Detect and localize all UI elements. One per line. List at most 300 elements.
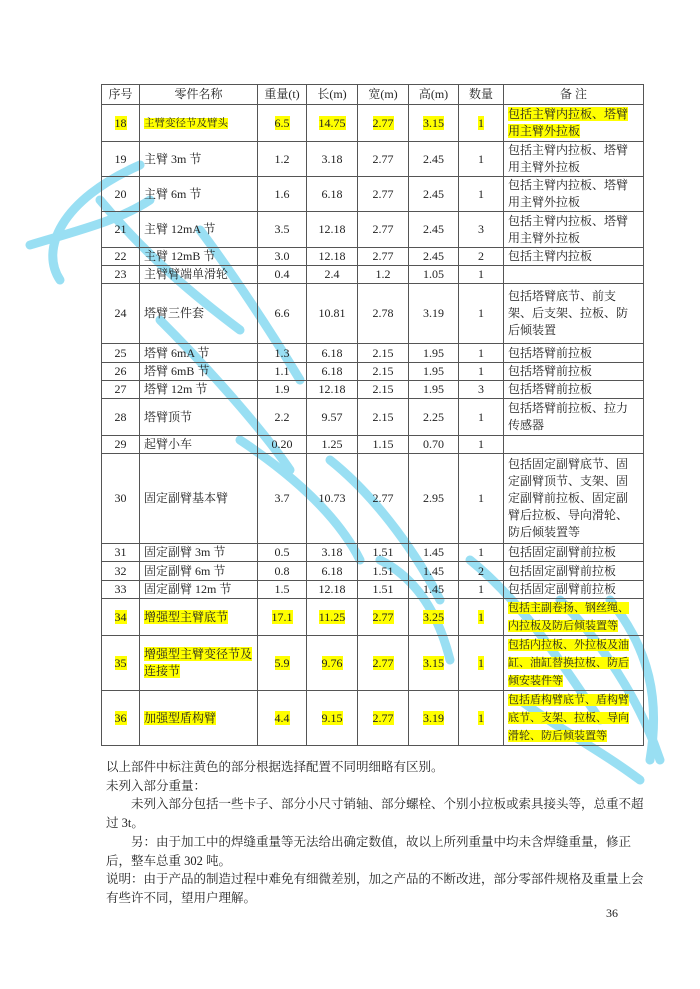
- cell-height: [409, 691, 459, 746]
- cell-width-text: 2.77: [372, 491, 394, 505]
- cell-no-text: 34: [114, 609, 127, 624]
- cell-remark-text: 包括塔臂前拉板: [508, 382, 593, 396]
- cell-width: [358, 381, 409, 399]
- cell-qty-text: 1: [478, 267, 484, 281]
- cell-name-text: 塔臂 6mB 节: [144, 364, 210, 378]
- cell-name: [140, 344, 258, 363]
- cell-remark: [504, 454, 644, 544]
- cell-length: [307, 381, 358, 399]
- cell-name: [140, 266, 258, 284]
- cell-qty-text: 1: [478, 151, 484, 166]
- cell-width: [358, 399, 409, 436]
- cell-height-text: 3.15: [423, 115, 444, 130]
- cell-qty-text: 3: [478, 382, 484, 396]
- cell-name: [140, 212, 258, 248]
- cell-remark-text: 包括塔臂前拉板: [508, 364, 593, 378]
- cell-no-text: 21: [114, 222, 127, 236]
- cell-weight: [258, 544, 307, 562]
- header-length: 长(m): [307, 85, 358, 105]
- cell-length: [307, 436, 358, 454]
- cell-width-text: 2.77: [372, 249, 394, 263]
- cell-length: [307, 363, 358, 381]
- cell-remark-text: 包括固定副臂前拉板: [508, 545, 617, 559]
- cell-width-text: 2.77: [372, 151, 394, 166]
- cell-name: [140, 691, 258, 746]
- cell-no-text: 30: [114, 491, 127, 505]
- cell-width: [358, 581, 409, 599]
- cell-remark-text: 包括固定副臂前拉板: [508, 563, 617, 578]
- header-weight: 重量(t): [258, 85, 307, 105]
- cell-no-text: 18: [114, 115, 127, 130]
- cell-height: [409, 212, 459, 248]
- cell-weight-text: 6.6: [274, 306, 290, 320]
- cell-width-text: 1.51: [372, 582, 394, 596]
- cell-width-text: 1.2: [375, 267, 391, 281]
- cell-name: [140, 248, 258, 266]
- cell-no: [102, 284, 140, 344]
- cell-length-text: 11.25: [318, 609, 346, 624]
- cell-length: [307, 691, 358, 746]
- cell-name-text: 塔臂 6mA 节: [144, 345, 210, 360]
- cell-no: [102, 248, 140, 266]
- cell-remark: [504, 562, 644, 581]
- cell-weight: [258, 599, 307, 636]
- cell-no: [102, 266, 140, 284]
- cell-height: [409, 363, 459, 381]
- cell-weight: [258, 691, 307, 746]
- cell-width-text: 1.51: [372, 563, 394, 578]
- cell-weight: [258, 142, 307, 177]
- cell-length-text: 3.18: [321, 545, 343, 559]
- cell-no-text: 26: [114, 364, 127, 378]
- cell-name: [140, 436, 258, 454]
- cell-length: [307, 454, 358, 544]
- cell-width: [358, 691, 409, 746]
- cell-name: [140, 562, 258, 581]
- table-row: [102, 599, 644, 636]
- cell-remark-text: 包括主臂内拉板、塔臂用主臂外拉板: [508, 213, 629, 245]
- cell-length: [307, 581, 358, 599]
- cell-length: [307, 562, 358, 581]
- cell-height-text: 3.19: [423, 710, 444, 725]
- cell-remark: [504, 381, 644, 399]
- cell-weight: [258, 436, 307, 454]
- cell-qty: [459, 284, 504, 344]
- cell-qty: [459, 399, 504, 436]
- cell-name: [140, 177, 258, 212]
- cell-no-text: 36: [114, 710, 127, 725]
- cell-qty-text: 2: [478, 563, 484, 578]
- cell-no-text: 19: [114, 151, 127, 166]
- cell-name: [140, 599, 258, 636]
- cell-no: [102, 105, 140, 142]
- cell-qty: [459, 581, 504, 599]
- cell-length: [307, 399, 358, 436]
- cell-qty: [459, 105, 504, 142]
- cell-name-text: 加强型盾构臂: [144, 710, 217, 725]
- table-row: [102, 436, 644, 454]
- cell-height-text: 3.25: [423, 609, 444, 624]
- cell-length: [307, 105, 358, 142]
- cell-no: [102, 599, 140, 636]
- cell-name: [140, 105, 258, 142]
- cell-remark: [504, 399, 644, 436]
- cell-name-text: 起臂小车: [144, 437, 193, 451]
- cell-length-text: 6.18: [321, 563, 343, 578]
- cell-length: [307, 212, 358, 248]
- cell-qty-text: 1: [478, 409, 484, 424]
- cell-width-text: 1.51: [372, 545, 394, 559]
- cell-height-text: 2.45: [423, 186, 444, 201]
- cell-length: [307, 599, 358, 636]
- cell-length-text: 6.18: [321, 345, 343, 360]
- cell-remark-text: 包括固定副臂前拉板: [508, 582, 617, 596]
- cell-weight: [258, 636, 307, 691]
- cell-qty: [459, 691, 504, 746]
- table-row: [102, 284, 644, 344]
- cell-weight-text: 1.3: [274, 345, 290, 360]
- cell-name: [140, 381, 258, 399]
- cell-width: [358, 363, 409, 381]
- cell-remark: [504, 105, 644, 142]
- cell-qty: [459, 454, 504, 544]
- cell-no: [102, 581, 140, 599]
- cell-height: [409, 284, 459, 344]
- table-body: [102, 105, 644, 746]
- header-qty: 数量: [459, 85, 504, 105]
- cell-no-text: 29: [114, 437, 127, 451]
- cell-weight-text: 0.8: [274, 563, 290, 578]
- cell-no-text: 33: [114, 582, 127, 596]
- cell-width-text: 2.15: [372, 364, 394, 378]
- cell-width: [358, 544, 409, 562]
- cell-height-text: 1.95: [423, 345, 444, 360]
- cell-qty: [459, 381, 504, 399]
- cell-weight-text: 3.5: [274, 222, 290, 236]
- cell-qty: [459, 266, 504, 284]
- cell-width: [358, 344, 409, 363]
- cell-qty: [459, 363, 504, 381]
- cell-width-text: 2.77: [372, 222, 394, 236]
- cell-no: [102, 344, 140, 363]
- cell-qty: [459, 177, 504, 212]
- cell-height: [409, 436, 459, 454]
- cell-weight: [258, 248, 307, 266]
- cell-length-text: 9.76: [321, 655, 343, 670]
- header-height: 高(m): [409, 85, 459, 105]
- cell-no-text: 27: [114, 382, 127, 396]
- cell-remark-text: 包括主臂内拉板: [508, 249, 593, 263]
- header-no: 序号: [102, 85, 140, 105]
- unlisted-title: 未列入部分重量：: [106, 779, 207, 793]
- cell-no-text: 32: [114, 563, 127, 578]
- table-row: [102, 177, 644, 212]
- cell-name-text: 塔臂顶节: [144, 409, 193, 424]
- cell-no-text: 25: [114, 345, 127, 360]
- table-row: [102, 691, 644, 746]
- cell-remark-text: 包括塔臂底节、前支架、后支架、拉板、防后倾装置: [508, 289, 629, 337]
- table-row: [102, 344, 644, 363]
- cell-height: [409, 599, 459, 636]
- cell-width: [358, 177, 409, 212]
- cell-no: [102, 363, 140, 381]
- cell-length: [307, 344, 358, 363]
- cell-height: [409, 177, 459, 212]
- cell-weight-text: 3.0: [274, 249, 290, 263]
- cell-no-text: 35: [114, 655, 127, 670]
- cell-name-text: 主臂臂端单滑轮: [144, 267, 229, 281]
- cell-no-text: 23: [114, 267, 127, 281]
- cell-no: [102, 399, 140, 436]
- cell-qty: [459, 599, 504, 636]
- cell-remark: [504, 142, 644, 177]
- table-row: [102, 544, 644, 562]
- cell-remark-text: 包括内拉板、外拉板及油缸、油缸替换拉板、防后倾安装件等: [508, 639, 629, 687]
- cell-remark-text: 包括主臂内拉板、塔臂用主臂外拉板: [508, 178, 629, 209]
- cell-name-text: 固定副臂 6m 节: [144, 563, 226, 578]
- cell-height: [409, 581, 459, 599]
- cell-width-text: 2.77: [372, 655, 394, 670]
- highlight-note: 以上部件中标注黄色的部分根据选择配置不同明细略有区别。: [106, 760, 444, 774]
- table-row: [102, 581, 644, 599]
- cell-no: [102, 562, 140, 581]
- cell-height: [409, 248, 459, 266]
- cell-width-text: 2.78: [372, 306, 394, 320]
- cell-qty-text: 1: [478, 582, 484, 596]
- cell-height-text: 1.45: [423, 582, 444, 596]
- cell-no: [102, 177, 140, 212]
- cell-qty: [459, 636, 504, 691]
- cell-length-text: 6.18: [321, 364, 343, 378]
- cell-remark: [504, 636, 644, 691]
- cell-name-text: 固定副臂 3m 节: [144, 545, 226, 559]
- table-row: [102, 381, 644, 399]
- table-row: [102, 266, 644, 284]
- cell-width-text: 2.77: [372, 609, 394, 624]
- cell-length-text: 2.4: [324, 267, 340, 281]
- cell-width: [358, 454, 409, 544]
- cell-qty-text: 1: [478, 115, 484, 130]
- cell-width: [358, 599, 409, 636]
- cell-remark: [504, 544, 644, 562]
- cell-weight: [258, 177, 307, 212]
- cell-length-text: 10.73: [318, 491, 346, 505]
- cell-qty: [459, 436, 504, 454]
- cell-height-text: 3.19: [423, 306, 444, 320]
- cell-height: [409, 266, 459, 284]
- cell-no-text: 22: [114, 249, 127, 263]
- unlisted-body: 未列入部分包括一些卡子、部分小尺寸销轴、部分螺栓、个别小拉板或索具接头等，总重不超过 3t。: [106, 797, 644, 830]
- cell-remark-text: 包括主臂内拉板、塔臂用主臂外拉板: [508, 107, 629, 138]
- cell-remark-text: 包括塔臂前拉板: [508, 345, 593, 360]
- cell-length-text: 1.25: [321, 437, 343, 451]
- table-row: [102, 562, 644, 581]
- cell-length: [307, 248, 358, 266]
- table-row: [102, 248, 644, 266]
- cell-name-text: 塔臂 12m 节: [144, 382, 208, 396]
- cell-name-text: 主臂 6m 节: [144, 186, 202, 201]
- cell-qty: [459, 562, 504, 581]
- cell-height-text: 2.45: [423, 249, 444, 263]
- cell-width: [358, 105, 409, 142]
- cell-height-text: 2.45: [423, 222, 444, 236]
- cell-qty-text: 3: [478, 222, 484, 236]
- cell-weight-text: 0.4: [274, 267, 290, 281]
- cell-qty: [459, 344, 504, 363]
- cell-weight-text: 1.9: [274, 382, 290, 396]
- cell-remark: [504, 436, 644, 454]
- header-width: 宽(m): [358, 85, 409, 105]
- cell-weight-text: 1.6: [274, 186, 290, 201]
- cell-name: [140, 399, 258, 436]
- cell-no-text: 31: [114, 545, 127, 559]
- cell-weight-text: 3.7: [274, 491, 290, 505]
- cell-remark: [504, 599, 644, 636]
- table-row: [102, 212, 644, 248]
- cell-length-text: 9.57: [321, 409, 343, 424]
- cell-width-text: 2.15: [372, 382, 394, 396]
- cell-weight-text: 4.4: [274, 710, 290, 725]
- table-row: [102, 105, 644, 142]
- cell-qty-text: 1: [478, 655, 484, 670]
- cell-weight-text: 1.5: [274, 582, 290, 596]
- cell-height: [409, 562, 459, 581]
- cell-remark: [504, 177, 644, 212]
- cell-weight-text: 2.2: [274, 409, 290, 424]
- cell-no: [102, 636, 140, 691]
- cell-height-text: 2.45: [423, 151, 444, 166]
- header-name: 零件名称: [140, 85, 258, 105]
- cell-name-text: 主臂变径节及臂头: [144, 118, 228, 129]
- cell-name: [140, 544, 258, 562]
- cell-length-text: 10.81: [318, 306, 346, 320]
- cell-width: [358, 436, 409, 454]
- cell-remark: [504, 581, 644, 599]
- table-row: [102, 454, 644, 544]
- cell-remark: [504, 266, 644, 284]
- cell-name: [140, 363, 258, 381]
- cell-weight: [258, 581, 307, 599]
- cell-qty-text: 2: [478, 249, 484, 263]
- cell-remark-text: 包括主臂内拉板、塔臂用主臂外拉板: [508, 143, 629, 174]
- cell-qty-text: 1: [478, 186, 484, 201]
- cell-height-text: 3.15: [423, 655, 444, 670]
- cell-name-text: 增强型主臂底节: [144, 609, 229, 624]
- cell-remark: [504, 212, 644, 248]
- cell-width-text: 1.15: [372, 437, 394, 451]
- cell-weight-text: 5.9: [274, 655, 290, 670]
- table-header-row: [102, 85, 644, 105]
- cell-width-text: 2.15: [372, 409, 394, 424]
- cell-width: [358, 266, 409, 284]
- cell-width: [358, 212, 409, 248]
- cell-no: [102, 544, 140, 562]
- cell-remark: [504, 344, 644, 363]
- cell-height: [409, 544, 459, 562]
- cell-height-text: 1.95: [423, 382, 444, 396]
- cell-qty-text: 1: [478, 345, 484, 360]
- cell-length: [307, 266, 358, 284]
- cell-remark: [504, 363, 644, 381]
- cell-weight-text: 1.2: [274, 151, 290, 166]
- cell-qty-text: 1: [478, 710, 484, 725]
- cell-qty: [459, 212, 504, 248]
- cell-remark-text: 包括盾构臂底节、盾构臂底节、支架、拉板、导向滑轮、防后倾装置等: [508, 694, 629, 742]
- page-number: 36: [606, 906, 618, 920]
- cell-weight-text: 0.5: [274, 545, 290, 559]
- cell-no: [102, 691, 140, 746]
- cell-length: [307, 142, 358, 177]
- cell-height-text: 1.45: [423, 563, 444, 578]
- parts-table: [101, 84, 644, 746]
- disclaimer: 说明：由于产品的制造过程中难免有细微差别，加之产品的不断改进，部分零部件规格及重量上会有些许不同，望用户理解。: [106, 872, 644, 905]
- cell-height: [409, 381, 459, 399]
- cell-no: [102, 454, 140, 544]
- cell-name-text: 固定副臂 12m 节: [144, 582, 232, 596]
- cell-length-text: 14.75: [318, 115, 346, 130]
- cell-height: [409, 105, 459, 142]
- cell-length: [307, 544, 358, 562]
- cell-height: [409, 142, 459, 177]
- cell-length: [307, 284, 358, 344]
- cell-length-text: 12.18: [318, 222, 346, 236]
- cell-name-text: 增强型主臂变径节及连接节: [144, 647, 253, 678]
- cell-weight: [258, 212, 307, 248]
- cell-qty-text: 1: [478, 491, 484, 505]
- cell-qty-text: 1: [478, 437, 484, 451]
- cell-weight-text: 0.20: [271, 437, 293, 451]
- cell-length-text: 12.18: [318, 382, 346, 396]
- cell-no: [102, 381, 140, 399]
- cell-qty-text: 1: [478, 609, 484, 624]
- cell-name-text: 塔臂三件套: [144, 306, 205, 320]
- cell-width-text: 2.77: [372, 115, 394, 130]
- table-row: [102, 142, 644, 177]
- cell-length: [307, 177, 358, 212]
- cell-qty-text: 1: [478, 545, 484, 559]
- cell-remark-text: 包括塔臂前拉板、拉力传感器: [508, 401, 629, 432]
- cell-weight: [258, 266, 307, 284]
- cell-name: [140, 636, 258, 691]
- cell-qty: [459, 142, 504, 177]
- cell-remark: [504, 691, 644, 746]
- cell-remark-text: 包括主副卷扬、钢丝绳、内拉板及防后倾装置等: [508, 602, 629, 632]
- cell-height-text: 2.95: [423, 491, 444, 505]
- cell-length-text: 3.18: [321, 151, 343, 166]
- cell-width: [358, 636, 409, 691]
- cell-height-text: 1.95: [423, 364, 444, 378]
- cell-weight-text: 1.1: [274, 364, 290, 378]
- cell-length-text: 6.18: [321, 186, 343, 201]
- cell-width: [358, 562, 409, 581]
- cell-width: [358, 248, 409, 266]
- header-remark: 备 注: [504, 85, 644, 105]
- cell-no: [102, 142, 140, 177]
- table-row: [102, 636, 644, 691]
- cell-name: [140, 581, 258, 599]
- cell-no: [102, 212, 140, 248]
- cell-remark: [504, 284, 644, 344]
- cell-length: [307, 636, 358, 691]
- cell-name-text: 主臂 12mB 节: [144, 249, 216, 263]
- cell-name: [140, 142, 258, 177]
- cell-qty: [459, 544, 504, 562]
- cell-remark: [504, 248, 644, 266]
- cell-qty-text: 1: [478, 364, 484, 378]
- cell-height-text: 1.05: [423, 267, 444, 281]
- cell-height: [409, 636, 459, 691]
- cell-length-text: 12.18: [318, 249, 346, 263]
